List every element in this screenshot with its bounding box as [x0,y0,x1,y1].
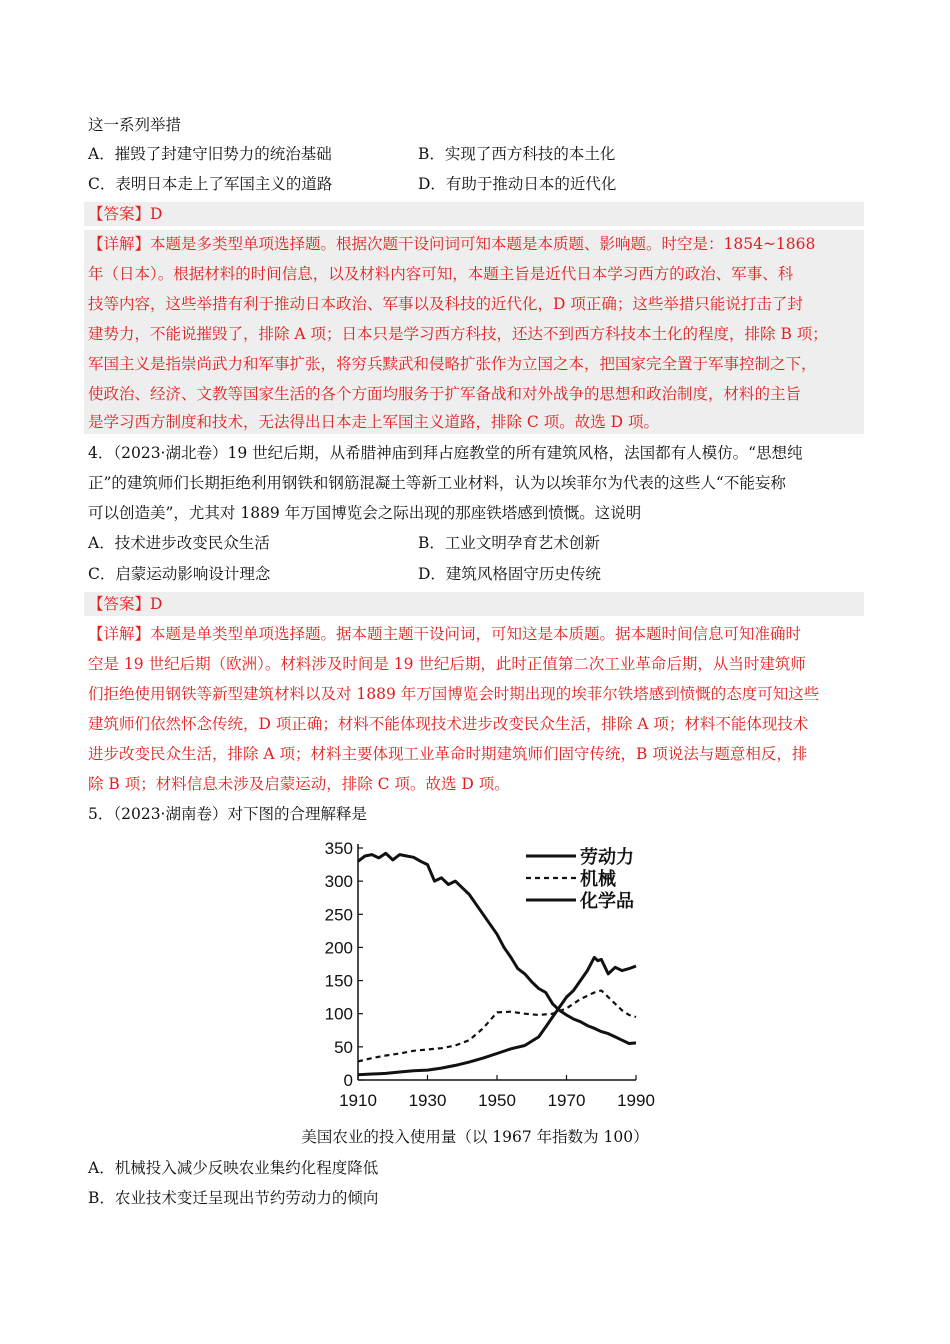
q5-option-b: B．农业技术变迁呈现出节约劳动力的倾向 [88,1189,379,1207]
q3-answer: 【答案】D [88,205,163,223]
q3-detail-line: 技等内容，这些举措有利于推动日本政治、军事以及科技的近代化，D 项正确；这些举措只能说打击了封 [88,295,803,313]
q3-detail-line: 使政治、经济、文教等国家生活的各个方面均服务于扩军备战和对外战争的思想和政治制度，材料的主旨 [88,385,802,403]
q4-answer: 【答案】D [88,595,163,613]
q4-stem-line: 可以创造美”，尤其对 1889 年万国博览会之际出现的那座铁塔感到愤慨。这说明 [88,504,642,522]
chart-caption: 美国农业的投入使用量（以 1967 年指数为 100） [301,1128,649,1146]
q4-stem-line: 4．（2023·湖北卷）19 世纪后期，从希腊神庙到拜占庭教堂的所有建筑风格，法国都有人模仿。“思想纯 [88,444,803,462]
q4-option-a: A．技术进步改变民众生活 [88,534,270,552]
q3-detail-line: 是学习西方制度和技术，无法得出日本走上军国主义道路，排除 C 项。故选 D 项。 [88,413,659,431]
q3-option-b: B．实现了西方科技的本土化 [418,145,616,163]
chart-legend [526,846,634,912]
q4-option-c: C．启蒙运动影响设计理念 [88,565,271,583]
x-tick-label: 1930 [408,1091,447,1110]
q4-detail-line: 空是 19 世纪后期（欧洲）。材料涉及时间是 19 世纪后期，此时正值第二次工业革命后期，从当时建筑师 [88,655,806,673]
q4-stem-line: 正”的建筑师们长期拒绝利用钢铁和钢筋混凝土等新工业材料，认为以埃菲尔为代表的这些人“不能妄称 [88,474,786,492]
q4-option-b: B．工业文明孕育艺术创新 [418,534,600,552]
q3-detail-line: 年（日本）。根据材料的时间信息，以及材料内容可知，本题主旨是近代日本学习西方的政治、军事、科 [88,265,794,283]
q3-detail-block [84,230,864,434]
q3-option-d: D．有助于推动日本的近代化 [418,175,617,193]
x-tick-label: 1910 [339,1091,377,1110]
q3-detail-line: 【详解】本题是多类型单项选择题。根据次题干设问词可知本题是本质题、影响题。时空是：1854~1868 [88,235,816,253]
series-line-2 [358,957,636,1074]
q3-detail-line: 军国主义是指崇尚武力和军事扩张，将穷兵黩武和侵略扩张作为立国之本，把国家完全置于军事控制之下， [88,355,817,373]
x-tick-label: 1970 [547,1091,586,1110]
q3-stem-tail: 这一系列举措 [88,116,182,134]
x-tick-label: 1950 [478,1091,516,1110]
q3-answer-block [84,202,864,226]
q4-detail-line: 除 B 项；材料信息未涉及启蒙运动，排除 C 项。故选 D 项。 [88,775,510,793]
y-tick-label: 50 [334,1037,353,1057]
legend-label-2: 化学品 [580,891,634,912]
q4-detail-line: 【详解】本题是单类型单项选择题。据本题主题干设问词，可知这是本质题。据本题时间信息可知准确时 [88,625,802,643]
q3-option-c: C．表明日本走上了军国主义的道路 [88,175,333,193]
q4-detail-line: 进步改变民众生活，排除 A 项；材料主要体现工业革命时期建筑师们固守传统，B 项说法与题意相反，排 [88,745,808,763]
y-tick-label: 350 [324,839,353,858]
q3-option-a: A．摧毁了封建守旧势力的统治基础 [88,145,332,163]
y-tick-label: 200 [324,938,353,958]
q4-option-d: D．建筑风格固守历史传统 [418,565,601,583]
y-tick-label: 250 [324,905,353,925]
q4-detail-line: 们拒绝使用钢铁等新型建筑材料以及对 1889 年万国博览会时期出现的埃菲尔铁塔感到愤慨的态度可知这些 [88,685,820,703]
x-tick-label: 1990 [617,1091,655,1110]
q4-detail-line: 建筑师们依然怀念传统，D 项正确；材料不能体现技术进步改变民众生活，排除 A 项；材料不能体现技术 [88,715,809,733]
y-tick-label: 150 [324,971,353,991]
q5-option-a: A．机械投入减少反映农业集约化程度降低 [88,1159,379,1177]
y-tick-label: 0 [343,1071,353,1090]
y-tick-label: 300 [324,872,353,892]
legend-label-1: 机械 [580,869,616,890]
series-line-1 [358,991,636,1062]
q5-stem: 5．（2023·湖南卷）对下图的合理解释是 [88,805,367,823]
q4-answer-block [84,592,864,616]
q3-detail-line: 建势力，不能说摧毁了，排除 A 项；日本只是学习西方科技，还达不到西方科技本土化的程度，排除 B 项； [88,325,828,343]
input-usage-chart [318,832,658,1112]
y-tick-label: 100 [324,1004,353,1024]
legend-label-0: 劳动力 [580,847,634,868]
